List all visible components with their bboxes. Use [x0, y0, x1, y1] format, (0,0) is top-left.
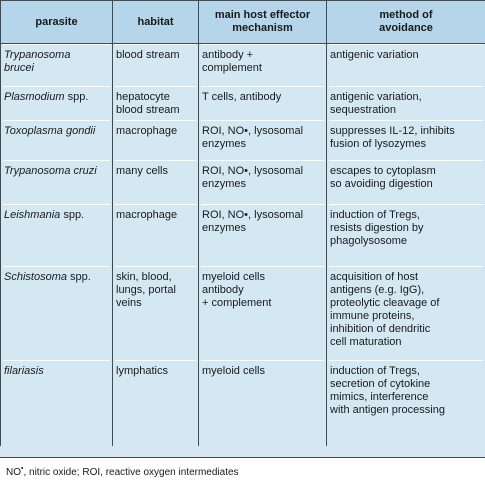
parasite-name: Trypanosoma brucei	[4, 49, 71, 74]
cell-mechanism	[199, 360, 327, 446]
header-avoidance: method of avoidance	[327, 1, 485, 44]
cell-habitat-text: lymphatics	[116, 364, 168, 377]
table-row	[1, 360, 485, 446]
footnote-radical: •	[21, 465, 24, 473]
cell-mechanism-text: ROI, NO•, lysosomal enzymes	[202, 164, 304, 190]
cell-avoidance	[327, 44, 485, 86]
cell-avoidance-text: escapes to cytoplasm so avoiding digestion	[330, 164, 436, 190]
cell-habitat	[113, 86, 199, 120]
cell-habitat-text: blood stream	[116, 49, 180, 61]
cell-habitat	[113, 44, 199, 86]
cell-avoidance	[327, 266, 485, 360]
cell-mechanism	[199, 120, 327, 160]
cell-parasite	[1, 120, 113, 160]
parasite-name: filariasis	[4, 364, 44, 377]
parasite-name: Schistosoma	[4, 270, 67, 283]
cell-parasite	[1, 204, 113, 266]
header-parasite: parasite	[1, 1, 113, 44]
cell-avoidance-text: acquisition of host antigens (e.g. IgG), proteolytic cleavage of immune proteins, inhibition of dendritic cell maturation	[330, 270, 440, 348]
cell-parasite	[1, 44, 113, 86]
table-footnote	[0, 457, 485, 490]
cell-mechanism-text: myeloid cells antibody + complement	[202, 270, 272, 309]
cell-avoidance-text: induction of Tregs, secretion of cytokine mimics, interference with antigen processing	[330, 364, 445, 416]
cell-habitat-text: skin, blood, lungs, portal veins	[116, 270, 176, 309]
parasite-name: Trypanosoma cruzi	[4, 164, 97, 177]
cell-habitat	[113, 120, 199, 160]
table-row	[1, 86, 485, 120]
table-row	[1, 266, 485, 360]
cell-avoidance-text: suppresses IL-12, inhibits fusion of lysozymes	[330, 124, 455, 150]
cell-habitat-text: hepatocyte blood stream	[116, 90, 180, 116]
cell-habitat	[113, 204, 199, 266]
table-header-row	[1, 1, 485, 44]
footnote-text: , nitric oxide; ROI, reactive oxygen intermediates	[23, 467, 239, 478]
cell-habitat-text: many cells	[116, 164, 168, 177]
footnote-no-symbol: NO	[6, 467, 21, 478]
cell-parasite	[1, 266, 113, 360]
header-habitat: habitat	[113, 1, 199, 44]
header-mechanism: main host effector mechanism	[199, 1, 327, 44]
cell-habitat	[113, 160, 199, 204]
cell-mechanism	[199, 266, 327, 360]
table-row	[1, 204, 485, 266]
table-row	[1, 160, 485, 204]
cell-mechanism	[199, 86, 327, 120]
table-row	[1, 44, 485, 86]
cell-avoidance	[327, 360, 485, 446]
parasite-suffix: spp.	[66, 270, 91, 283]
cell-mechanism	[199, 204, 327, 266]
cell-avoidance-text: antigenic variation	[330, 49, 419, 61]
table-row	[1, 120, 485, 160]
cell-mechanism-text: ROI, NO•, lysosomal enzymes	[202, 208, 304, 234]
cell-avoidance	[327, 86, 485, 120]
cell-mechanism-text: ROI, NO•, lysosomal enzymes	[202, 124, 304, 150]
parasite-name: Toxoplasma gondii	[4, 124, 96, 137]
cell-parasite	[1, 360, 113, 446]
cell-habitat-text: macrophage	[116, 208, 178, 221]
parasite-suffix: spp.	[64, 90, 89, 103]
cell-mechanism	[199, 44, 327, 86]
cell-avoidance	[327, 204, 485, 266]
cell-habitat-text: macrophage	[116, 124, 178, 137]
cell-avoidance	[327, 160, 485, 204]
cell-mechanism	[199, 160, 327, 204]
cell-avoidance-text: antigenic variation, sequestration	[330, 90, 422, 116]
parasite-name: Leishmania	[4, 208, 61, 221]
cell-avoidance	[327, 120, 485, 160]
cell-avoidance-text: induction of Tregs, resists digestion by phagolysosome	[330, 208, 424, 247]
cell-mechanism-text: antibody + complement	[202, 49, 262, 74]
cell-habitat	[113, 266, 199, 360]
cell-mechanism-text: T cells, antibody	[202, 90, 282, 103]
parasite-name: Plasmodium	[4, 90, 65, 103]
cell-mechanism-text: myeloid cells	[202, 364, 265, 377]
parasite-suffix: spp.	[60, 208, 85, 221]
cell-parasite	[1, 160, 113, 204]
cell-habitat	[113, 360, 199, 446]
cell-parasite	[1, 86, 113, 120]
